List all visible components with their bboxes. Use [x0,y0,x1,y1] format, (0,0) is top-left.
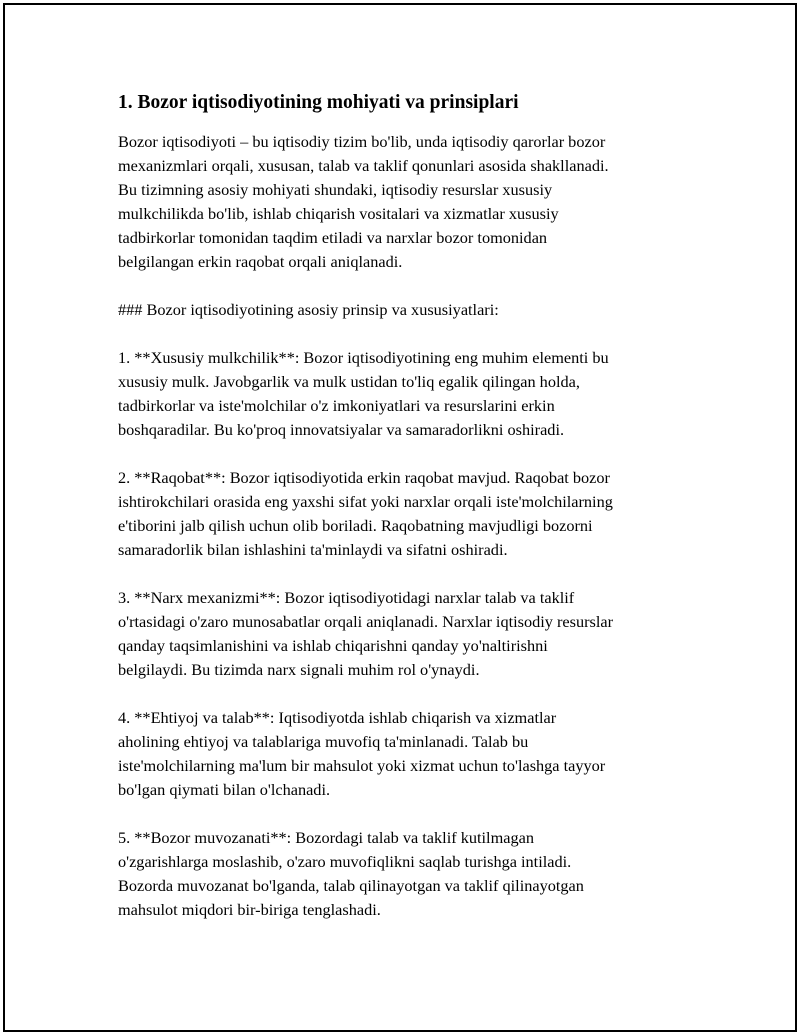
section-subheading: ### Bozor iqtisodiyotining asosiy prinsip va xususiyatlari: [118,300,499,319]
list-item-line: boshqaradilar. Bu ko'proq innovatsiyalar va samaradorlikni oshiradi. [118,420,565,439]
text-line: mulkchilikda bo'lib, ishlab chiqarish vositalari va xizmatlar xususiy [118,204,559,223]
list-item-line: 1. **Xususiy mulkchilik**: Bozor iqtisodiyotining eng muhim elementi bu [118,348,609,367]
paragraph-gap [118,682,698,706]
list-item-line: 4. **Ehtiyoj va talab**: Iqtisodiyotda ishlab chiqarish va xizmatlar [118,708,557,727]
list-item-line: aholining ehtiyoj va talablariga muvofiq ta'minlanadi. Talab bu [118,732,529,751]
list-item-line: 3. **Narx mexanizmi**: Bozor iqtisodiyotidagi narxlar talab va taklif [118,588,575,607]
paragraph-gap [118,442,698,466]
document-title: 1. Bozor iqtisodiyotining mohiyati va prinsiplari [118,92,519,113]
list-item-line: 5. **Bozor muvozanati**: Bozordagi talab va taklif kutilmagan [118,828,534,847]
list-item-line: 2. **Raqobat**: Bozor iqtisodiyotida erkin raqobat mavjud. Raqobat bozor [118,468,610,487]
text-line: Bozor iqtisodiyoti – bu iqtisodiy tizim bo'lib, unda iqtisodiy qarorlar bozor [118,132,606,151]
paragraph-gap [118,562,698,586]
paragraph-gap [118,274,698,298]
list-item-line: belgilaydi. Bu tizimda narx signali muhim rol o'ynaydi. [118,660,480,679]
list-item-line: e'tiborini jalb qilish uchun olib boriladi. Raqobatning mavjudligi bozorni [118,516,593,535]
text-line: Bu tizimning asosiy mohiyati shundaki, iqtisodiy resurslar xususiy [118,180,553,199]
list-item-line: qanday taqsimlanishini va ishlab chiqarishni qanday yo'naltirishni [118,636,548,655]
intro-paragraph [118,130,698,922]
document-body [118,90,698,922]
paragraph-gap [118,322,698,346]
list-item-line: iste'molchilarning ma'lum bir mahsulot yoki xizmat uchun to'lashga tayyor [118,756,606,775]
list-item-line: samaradorlik bilan ishlashini ta'minlaydi va sifatni oshiradi. [118,540,508,559]
text-line: mexanizmlari orqali, xususan, talab va taklif qonunlari asosida shakllanadi. [118,156,609,175]
paragraph-gap [118,802,698,826]
list-item-line: Bozorda muvozanat bo'lganda, talab qilinayotgan va taklif qilinayotgan [118,876,584,895]
list-item-line: xususiy mulk. Javobgarlik va mulk ustidan to'liq egalik qilingan holda, [118,372,580,391]
text-line: tadbirkorlar tomonidan taqdim etiladi va narxlar bozor tomonidan [118,228,548,247]
list-item-line: ishtirokchilari orasida eng yaxshi sifat yoki narxlar orqali iste'molchilarning [118,492,613,511]
list-item-line: mahsulot miqdori bir-biriga tenglashadi. [118,900,381,919]
text-line: belgilangan erkin raqobat orqali aniqlanadi. [118,252,403,271]
list-item-line: o'zgarishlarga moslashib, o'zaro muvofiqlikni saqlab turishga intiladi. [118,852,572,871]
list-item-line: bo'lgan qiymati bilan o'lchanadi. [118,780,331,799]
list-item-line: tadbirkorlar va iste'molchilar o'z imkoniyatlari va resurslarini erkin [118,396,555,415]
list-item-line: o'rtasidagi o'zaro munosabatlar orqali aniqlanadi. Narxlar iqtisodiy resurslar [118,612,614,631]
